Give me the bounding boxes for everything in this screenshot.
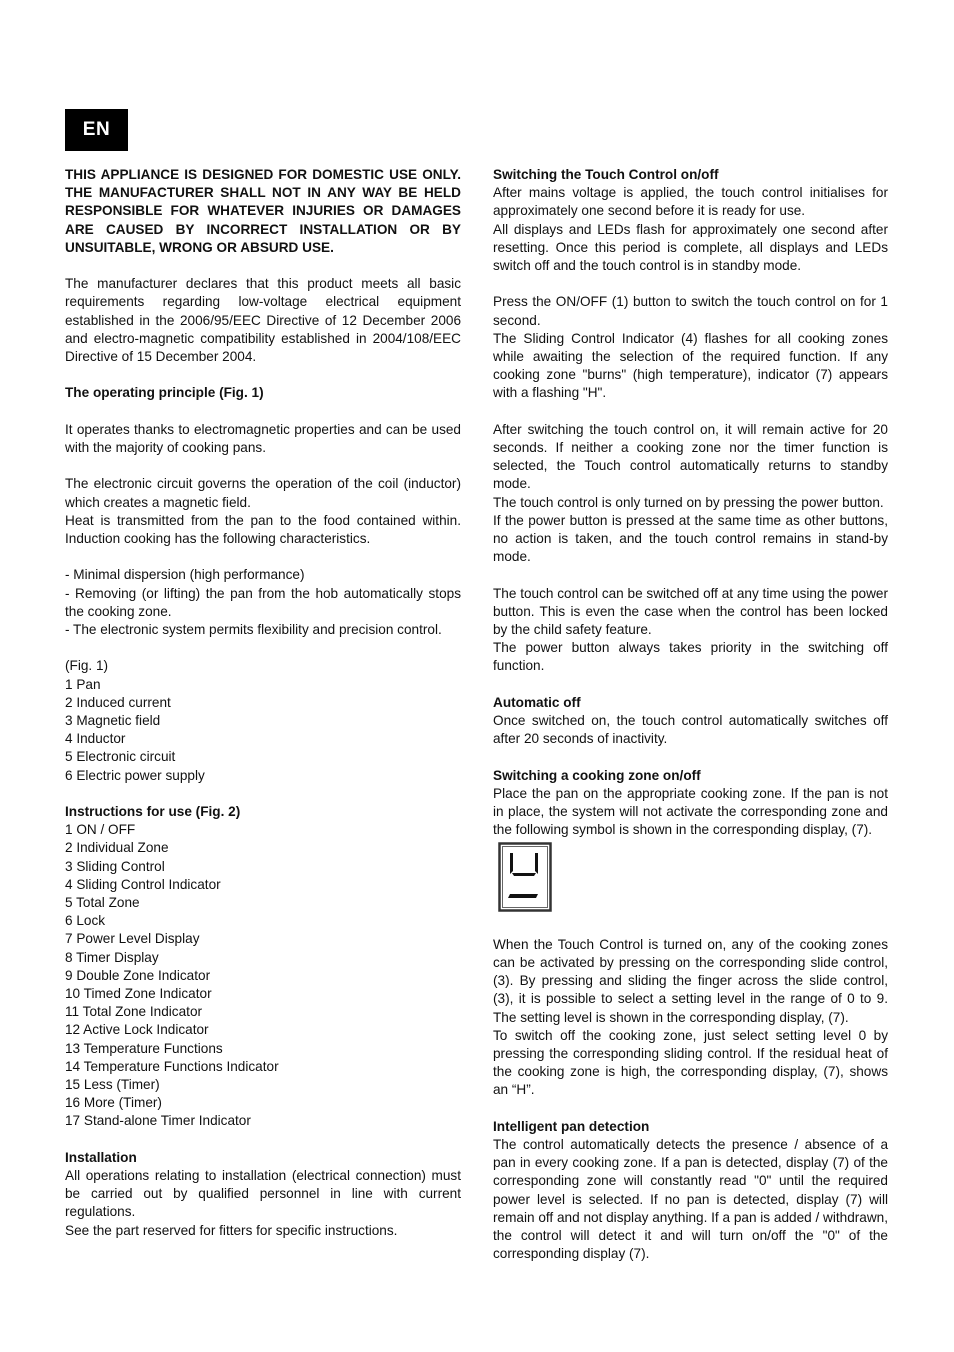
fig2-item: 4 Sliding Control Indicator xyxy=(65,876,221,892)
installation-paragraph: See the part reserved for fitters for specific instructions. xyxy=(65,1222,398,1238)
fig2-item: 1 ON / OFF xyxy=(65,822,136,838)
operating-paragraph: It operates thanks to electromagnetic properties and can be used with the majority of cooking pans. xyxy=(65,421,461,455)
fig2-item: 17 Stand-alone Timer Indicator xyxy=(65,1113,251,1129)
installation-heading: Installation xyxy=(65,1149,137,1165)
safety-warning: THIS APPLIANCE IS DESIGNED FOR DOMESTIC USE ONLY. THE MANUFACTURER SHALL NOT IN ANY WAY BE HELD RESPONSIBLE FOR WHATEVER INJURIES OR DAMAGES ARE CAUSED BY INCORRECT INSTALLATION OR BY UNSUITABLE, WRONG OR ABSURD USE. xyxy=(65,167,461,255)
language-badge: EN xyxy=(65,109,128,151)
no-pan-symbol-icon xyxy=(493,839,888,917)
switching-paragraph: The touch control is only turned on by pressing the power button. xyxy=(493,494,884,510)
automatic-off-paragraph: Once switched on, the touch control automatically switches off after 20 seconds of inactivity. xyxy=(493,713,888,747)
characteristic-item: - The electronic system permits flexibility and precision control. xyxy=(65,622,442,637)
fig2-item: 9 Double Zone Indicator xyxy=(65,967,211,983)
switching-heading: Switching the Touch Control on/off xyxy=(493,167,719,182)
switching-paragraph: The power button always takes priority in the switching off function. xyxy=(493,640,888,674)
switching-paragraph: After switching the touch control on, it will remain active for 20 seconds. If neither a cooking zone nor the timer function is selected, the Touch control automatically returns to standby mode. xyxy=(493,421,888,492)
characteristic-item: - Minimal dispersion (high performance) xyxy=(65,567,305,583)
fig2-item: 12 Active Lock Indicator xyxy=(65,1022,209,1038)
fig2-item: 16 More (Timer) xyxy=(65,1095,162,1111)
fig1-item: 1 Pan xyxy=(65,676,101,692)
switching-paragraph: All displays and LEDs flash for approximately one second after resetting. Once this period is complete, all displays and LEDs switch off and the touch control is in standby mode. xyxy=(493,221,888,274)
switching-paragraph: The Sliding Control Indicator (4) flashes for all cooking zones while awaiting the selection of the required function. If any cooking zone "burns" (high temperature), indicator (7) appears with a flashing "H". xyxy=(493,330,888,401)
fig2-item: 7 Power Level Display xyxy=(65,931,200,947)
cooking-zone-paragraph: When the Touch Control is turned on, any of the cooking zones can be activated by pressing on the corresponding slide control, (3). By pressing and sliding the finger across the slide control, (3), it is possible to select a setting level in the range of 0 to 9. The setting level is shown in the corresponding display, (7). xyxy=(493,936,888,1025)
fig2-item: 6 Lock xyxy=(65,913,106,929)
fig2-item: 11 Total Zone Indicator xyxy=(65,1004,203,1020)
fig1-item: 2 Induced current xyxy=(65,694,171,710)
operating-principle-heading: The operating principle (Fig. 1) xyxy=(65,385,264,401)
fig1-label: (Fig. 1) xyxy=(65,658,109,674)
operating-paragraph: Heat is transmitted from the pan to the food contained within. Induction cooking has the following characteristics. xyxy=(65,512,461,546)
fig2-item: 8 Timer Display xyxy=(65,949,159,965)
switching-paragraph: After mains voltage is applied, the touch control initialises for approximately one second before it is ready for use. xyxy=(493,185,888,219)
fig1-item: 6 Electric power supply xyxy=(65,767,205,783)
switching-paragraph: The touch control can be switched off at any time using the power button. This is even the case when the control has been locked by the child safety feature. xyxy=(493,585,888,638)
left-column xyxy=(65,166,461,1240)
fig2-item: 3 Sliding Control xyxy=(65,858,165,874)
instructions-heading: Instructions for use (Fig. 2) xyxy=(65,804,241,819)
pan-detection-paragraph: The control automatically detects the presence / absence of a pan in every cooking zone. If a pan is detected, display (7) of the corresponding zone will constantly read "0" until the required power level is selected. If no pan is detected, display (7) will remain off and not display anything. If a pan is added / withdrawn, the control will detect it and will turn on/off the "0" of the corresponding display (7). xyxy=(493,1137,888,1262)
automatic-off-heading: Automatic off xyxy=(493,694,581,710)
fig2-item: 5 Total Zone xyxy=(65,895,140,911)
fig2-item: 14 Temperature Functions Indicator xyxy=(65,1058,279,1074)
fig2-item: 13 Temperature Functions xyxy=(65,1040,223,1056)
fig2-item: 10 Timed Zone Indicator xyxy=(65,986,212,1002)
fig1-item: 4 Inductor xyxy=(65,731,126,747)
switching-paragraph: If the power button is pressed at the same time as other buttons, no action is taken, and the touch control remains in stand-by mode. xyxy=(493,512,888,565)
cooking-zone-paragraph: To switch off the cooking zone, just select setting level 0 by pressing the corresponding sliding control. If the residual heat of the cooking zone is high, the corresponding display, (7), shows an “H”. xyxy=(493,1027,888,1098)
declaration-paragraph: The manufacturer declares that this product meets all basic requirements regarding low-voltage electrical equipment established in the 2006/95/EEC Directive of 12 December 2006 and electro-magnetic compatibility established in 2004/108/EEC Directive of 15 December 2004. xyxy=(65,276,461,365)
fig2-item: 2 Individual Zone xyxy=(65,840,169,856)
fig1-item: 3 Magnetic field xyxy=(65,713,161,728)
switching-paragraph: Press the ON/OFF (1) button to switch the touch control on for 1 second. xyxy=(493,294,888,328)
characteristic-item: - Removing (or lifting) the pan from the hob automatically stops the cooking zone. xyxy=(65,585,461,619)
cooking-zone-heading: Switching a cooking zone on/off xyxy=(493,767,701,783)
fig2-item: 15 Less (Timer) xyxy=(65,1077,160,1093)
pan-detection-heading: Intelligent pan detection xyxy=(493,1118,650,1134)
operating-paragraph: The electronic circuit governs the operation of the coil (inductor) which creates a magnetic field. xyxy=(65,476,461,510)
fig1-item: 5 Electronic circuit xyxy=(65,749,176,765)
installation-paragraph: All operations relating to installation (electrical connection) must be carried out by qualified personnel in line with current regulations. xyxy=(65,1168,461,1220)
right-column xyxy=(493,166,888,1263)
cooking-zone-paragraph: Place the pan on the appropriate cooking zone. If the pan is not in place, the system will not activate the corresponding zone and the following symbol is shown in the corresponding display, (7). xyxy=(493,785,888,838)
